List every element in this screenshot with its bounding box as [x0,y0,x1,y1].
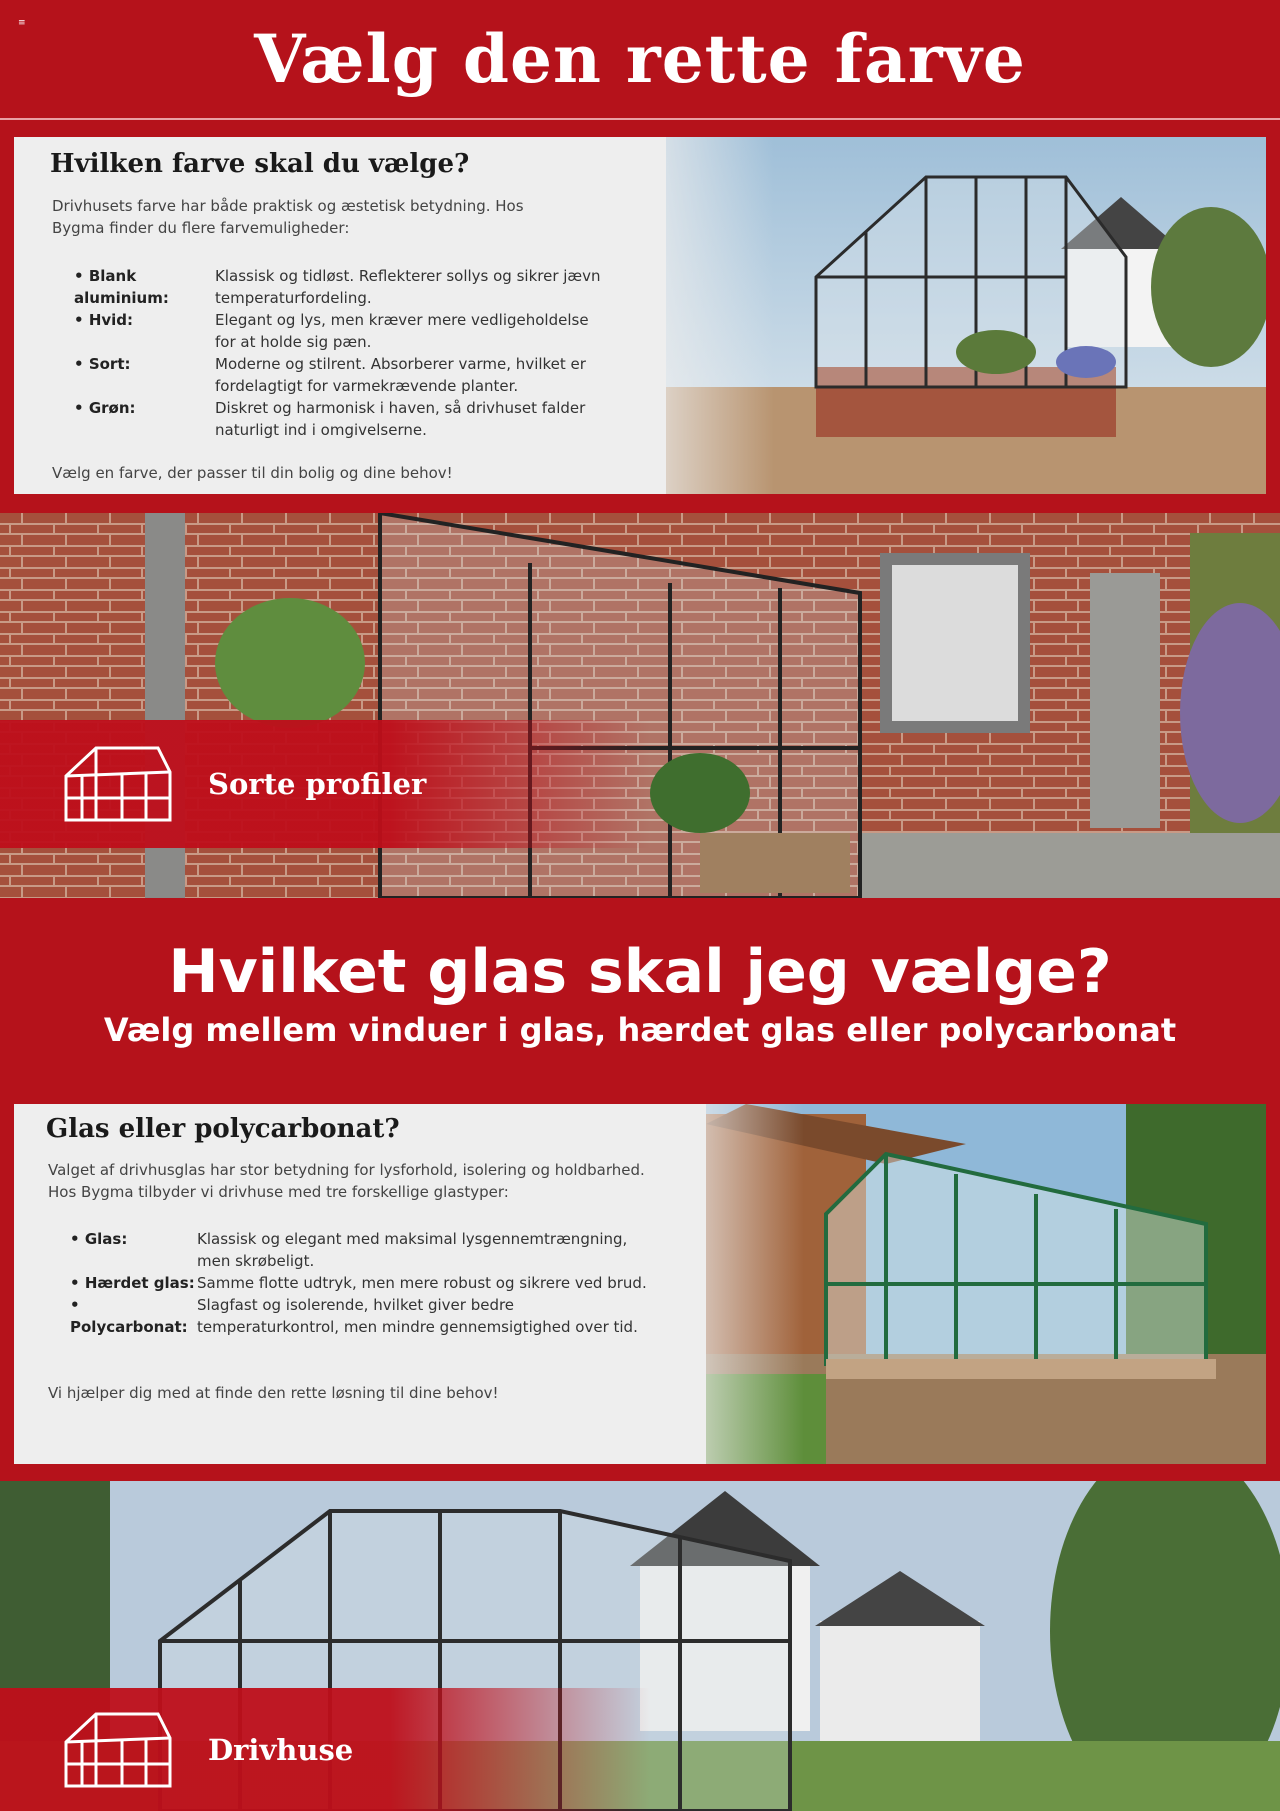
greenhouse-icon [62,1710,174,1790]
list-item [70,1228,660,1272]
photo-fade [614,137,774,494]
banner-label-band [0,1688,650,1811]
list-item [70,1294,660,1338]
list-desc: Elegant og lys, men kræver mere vedligeholdelse for at holde sig pæn. [215,311,589,351]
section-title: Hvilket glas skal jeg vælge? [168,937,1112,1007]
drivhuse-banner[interactable] [0,1481,1280,1811]
glass-info-panel [14,1104,1266,1464]
panel-intro: Drivhusets farve har både praktisk og æstetisk betydning. Hos Bygma finder du flere farvemuligheder: [52,197,524,237]
list-term: • Hvid: [74,311,134,329]
photo-fade [654,1104,804,1464]
color-info-panel [14,137,1266,494]
list-item [74,265,604,309]
menu-icon[interactable]: ≡ [18,18,26,28]
list-term: • Grøn: [74,399,136,417]
section-subtitle: Vælg mellem vinduer i glas, hærdet glas eller polycarbonat [103,1011,1177,1049]
list-item [70,1272,660,1294]
list-item [74,397,604,441]
list-desc: Diskret og harmonisk i haven, så drivhuset falder naturligt ind i omgivelserne. [215,399,586,439]
page-title: Vælg den rette farve [254,20,1026,98]
list-item [74,353,604,397]
panel-heading: Glas eller polycarbonat? [46,1114,400,1144]
glass-list [70,1228,660,1338]
panel-footer: Vi hjælper dig med at finde den rette løsning til dine behov! [48,1384,499,1402]
panel-intro: Valget af drivhusglas har stor betydning for lysforhold, isolering og holdbarhed. Hos Bygma tilbyder vi drivhuse med tre forskellige glastyper: [48,1161,645,1201]
list-term: • Polycarbonat: [70,1296,188,1336]
divider [0,118,1280,120]
color-list [74,265,604,441]
panel-footer: Vælg en farve, der passer til din bolig og dine behov! [52,464,453,482]
list-desc: Slagfast og isolerende, hvilket giver bedre temperaturkontrol, men mindre gennemsigtighed over tid. [197,1296,638,1336]
greenhouse-icon [62,744,174,824]
list-term: • Hærdet glas: [70,1274,195,1292]
list-term: • Sort: [74,355,131,373]
panel-heading: Hvilken farve skal du vælge? [50,149,470,179]
list-term: • Glas: [70,1230,128,1248]
list-desc: Klassisk og elegant med maksimal lysgennemtrængning, men skrøbeligt. [197,1230,628,1270]
list-term: • Blank aluminium: [74,267,169,307]
banner-label: Sorte profiler [208,767,427,801]
list-desc: Klassisk og tidløst. Reflekterer sollys og sikrer jævn temperaturfordeling. [215,267,601,307]
list-desc: Moderne og stilrent. Absorberer varme, hvilket er fordelagtigt for varmekrævende planter. [215,355,586,395]
banner-label-band [0,720,650,848]
banner-label: Drivhuse [208,1732,354,1767]
black-profiles-banner[interactable] [0,513,1280,898]
list-item [74,309,604,353]
list-desc: Samme flotte udtryk, men mere robust og sikrere ved brud. [197,1274,647,1292]
